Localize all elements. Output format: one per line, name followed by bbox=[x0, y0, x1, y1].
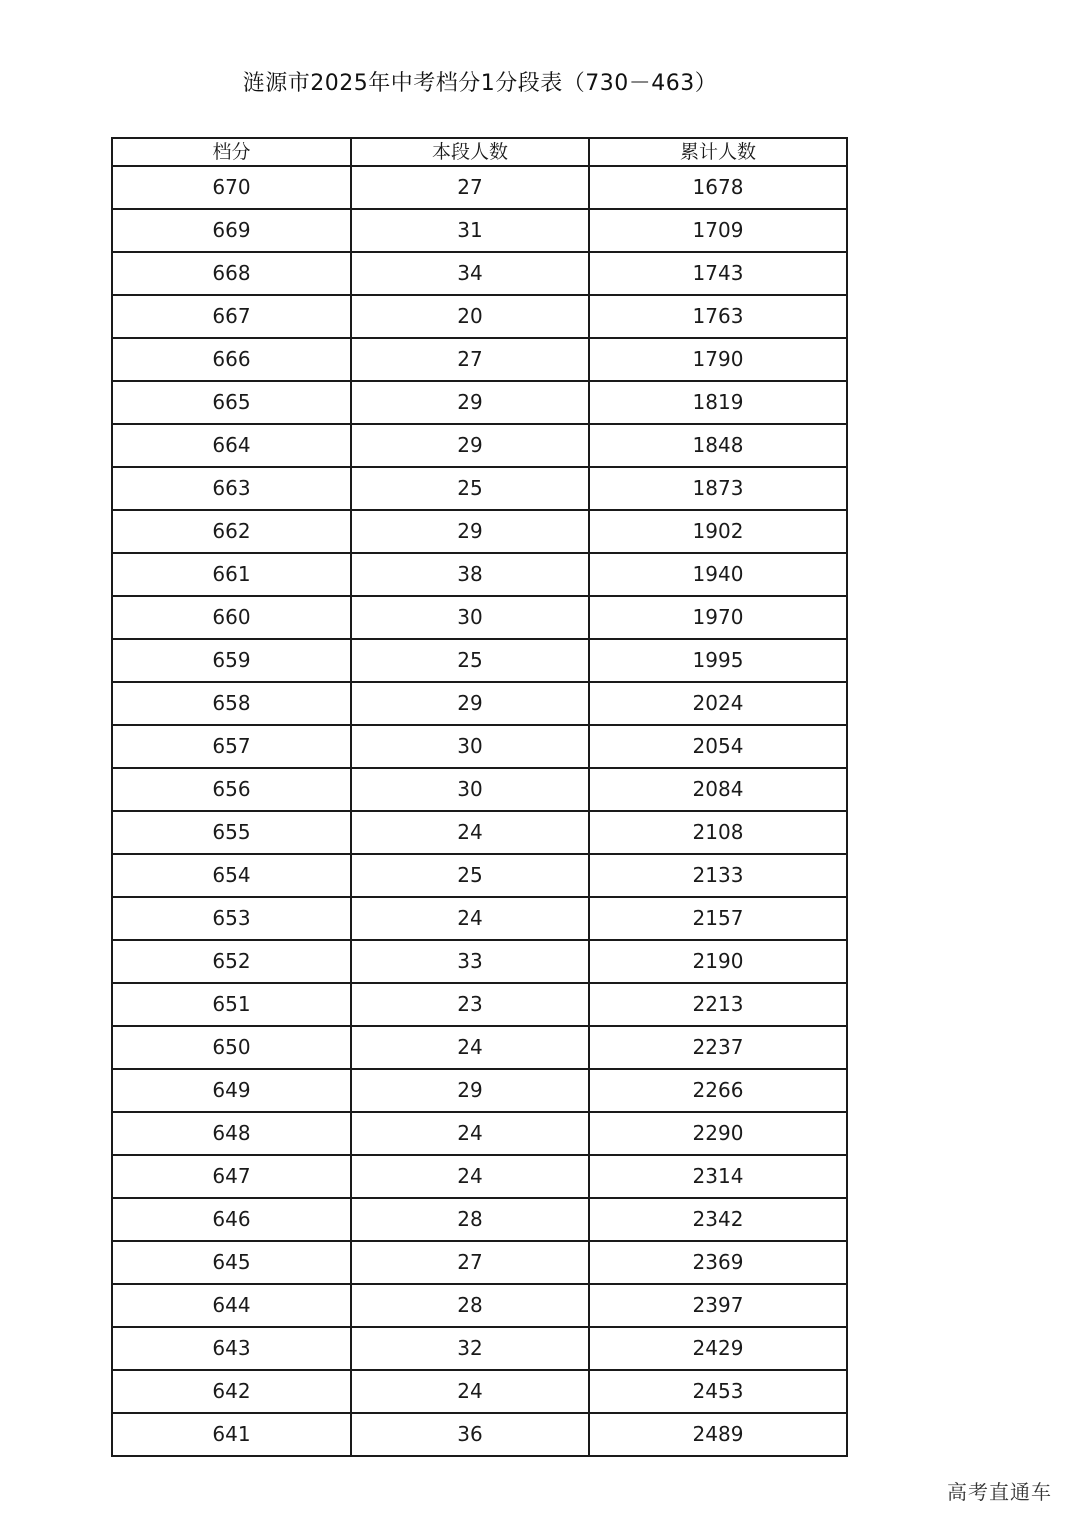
cell-cumulative-count: 1678 bbox=[589, 166, 847, 209]
table-row bbox=[112, 639, 847, 682]
cell-segment-count: 24 bbox=[351, 1155, 589, 1198]
cell-score: 662 bbox=[112, 510, 351, 553]
cell-cumulative-count: 1873 bbox=[589, 467, 847, 510]
cell-score: 658 bbox=[112, 682, 351, 725]
cell-score: 663 bbox=[112, 467, 351, 510]
cell-score: 660 bbox=[112, 596, 351, 639]
cell-segment-count: 25 bbox=[351, 467, 589, 510]
header-score: 档分 bbox=[112, 138, 351, 166]
cell-segment-count: 33 bbox=[351, 940, 589, 983]
cell-score: 645 bbox=[112, 1241, 351, 1284]
cell-score: 669 bbox=[112, 209, 351, 252]
cell-cumulative-count: 1819 bbox=[589, 381, 847, 424]
cell-cumulative-count: 2489 bbox=[589, 1413, 847, 1456]
cell-segment-count: 29 bbox=[351, 381, 589, 424]
table-row bbox=[112, 381, 847, 424]
table-row bbox=[112, 1155, 847, 1198]
cell-score: 643 bbox=[112, 1327, 351, 1370]
cell-segment-count: 30 bbox=[351, 596, 589, 639]
cell-score: 659 bbox=[112, 639, 351, 682]
cell-score: 647 bbox=[112, 1155, 351, 1198]
cell-segment-count: 36 bbox=[351, 1413, 589, 1456]
cell-cumulative-count: 2342 bbox=[589, 1198, 847, 1241]
cell-cumulative-count: 2314 bbox=[589, 1155, 847, 1198]
table-row bbox=[112, 1069, 847, 1112]
table-row bbox=[112, 1413, 847, 1456]
cell-cumulative-count: 1848 bbox=[589, 424, 847, 467]
cell-segment-count: 32 bbox=[351, 1327, 589, 1370]
table-row bbox=[112, 553, 847, 596]
document-title: 涟源市2025年中考档分1分段表（730－463） bbox=[242, 71, 718, 96]
cell-segment-count: 27 bbox=[351, 338, 589, 381]
cell-score: 646 bbox=[112, 1198, 351, 1241]
table-row bbox=[112, 209, 847, 252]
cell-cumulative-count: 1790 bbox=[589, 338, 847, 381]
cell-segment-count: 38 bbox=[351, 553, 589, 596]
cell-cumulative-count: 2369 bbox=[589, 1241, 847, 1284]
cell-segment-count: 34 bbox=[351, 252, 589, 295]
table-row bbox=[112, 983, 847, 1026]
cell-segment-count: 27 bbox=[351, 166, 589, 209]
table-row bbox=[112, 596, 847, 639]
cell-cumulative-count: 2108 bbox=[589, 811, 847, 854]
cell-segment-count: 24 bbox=[351, 1112, 589, 1155]
cell-segment-count: 29 bbox=[351, 510, 589, 553]
cell-cumulative-count: 1995 bbox=[589, 639, 847, 682]
table-row bbox=[112, 1327, 847, 1370]
table-row bbox=[112, 166, 847, 209]
cell-cumulative-count: 2157 bbox=[589, 897, 847, 940]
table-row bbox=[112, 897, 847, 940]
table-row bbox=[112, 467, 847, 510]
table-body bbox=[112, 166, 847, 1456]
cell-segment-count: 24 bbox=[351, 811, 589, 854]
cell-segment-count: 25 bbox=[351, 639, 589, 682]
table-row bbox=[112, 1112, 847, 1155]
table-row bbox=[112, 295, 847, 338]
table-row bbox=[112, 682, 847, 725]
table-row bbox=[112, 811, 847, 854]
table-row bbox=[112, 510, 847, 553]
cell-segment-count: 27 bbox=[351, 1241, 589, 1284]
table-row bbox=[112, 940, 847, 983]
table-row bbox=[112, 338, 847, 381]
cell-score: 654 bbox=[112, 854, 351, 897]
cell-score: 641 bbox=[112, 1413, 351, 1456]
cell-cumulative-count: 2054 bbox=[589, 725, 847, 768]
cell-segment-count: 31 bbox=[351, 209, 589, 252]
cell-segment-count: 23 bbox=[351, 983, 589, 1026]
cell-cumulative-count: 2237 bbox=[589, 1026, 847, 1069]
score-distribution-table bbox=[111, 137, 848, 1457]
cell-cumulative-count: 2024 bbox=[589, 682, 847, 725]
cell-score: 655 bbox=[112, 811, 351, 854]
cell-score: 666 bbox=[112, 338, 351, 381]
table-row bbox=[112, 1284, 847, 1327]
cell-cumulative-count: 1709 bbox=[589, 209, 847, 252]
cell-segment-count: 20 bbox=[351, 295, 589, 338]
cell-cumulative-count: 2290 bbox=[589, 1112, 847, 1155]
cell-cumulative-count: 2397 bbox=[589, 1284, 847, 1327]
table-row bbox=[112, 252, 847, 295]
cell-segment-count: 24 bbox=[351, 897, 589, 940]
cell-cumulative-count: 2266 bbox=[589, 1069, 847, 1112]
cell-segment-count: 28 bbox=[351, 1284, 589, 1327]
cell-score: 657 bbox=[112, 725, 351, 768]
cell-segment-count: 28 bbox=[351, 1198, 589, 1241]
cell-segment-count: 29 bbox=[351, 1069, 589, 1112]
cell-cumulative-count: 1970 bbox=[589, 596, 847, 639]
cell-cumulative-count: 1902 bbox=[589, 510, 847, 553]
cell-score: 668 bbox=[112, 252, 351, 295]
table-header-row bbox=[112, 138, 847, 166]
cell-score: 653 bbox=[112, 897, 351, 940]
cell-segment-count: 29 bbox=[351, 682, 589, 725]
cell-score: 651 bbox=[112, 983, 351, 1026]
header-cumulative-count: 累计人数 bbox=[589, 138, 847, 166]
cell-score: 665 bbox=[112, 381, 351, 424]
table-row bbox=[112, 1241, 847, 1284]
cell-segment-count: 30 bbox=[351, 768, 589, 811]
cell-segment-count: 30 bbox=[351, 725, 589, 768]
cell-score: 667 bbox=[112, 295, 351, 338]
cell-cumulative-count: 1763 bbox=[589, 295, 847, 338]
cell-cumulative-count: 2429 bbox=[589, 1327, 847, 1370]
cell-score: 652 bbox=[112, 940, 351, 983]
cell-segment-count: 24 bbox=[351, 1026, 589, 1069]
header-segment-count: 本段人数 bbox=[351, 138, 589, 166]
table-row bbox=[112, 725, 847, 768]
table-row bbox=[112, 1198, 847, 1241]
watermark: 高考直通车 bbox=[947, 1480, 1052, 1504]
table-row bbox=[112, 1026, 847, 1069]
cell-cumulative-count: 2213 bbox=[589, 983, 847, 1026]
cell-segment-count: 24 bbox=[351, 1370, 589, 1413]
cell-cumulative-count: 2133 bbox=[589, 854, 847, 897]
cell-score: 649 bbox=[112, 1069, 351, 1112]
cell-score: 644 bbox=[112, 1284, 351, 1327]
cell-score: 664 bbox=[112, 424, 351, 467]
table-row bbox=[112, 1370, 847, 1413]
cell-cumulative-count: 2084 bbox=[589, 768, 847, 811]
cell-cumulative-count: 2453 bbox=[589, 1370, 847, 1413]
cell-score: 670 bbox=[112, 166, 351, 209]
cell-cumulative-count: 1743 bbox=[589, 252, 847, 295]
cell-cumulative-count: 1940 bbox=[589, 553, 847, 596]
table-row bbox=[112, 424, 847, 467]
cell-score: 648 bbox=[112, 1112, 351, 1155]
cell-score: 650 bbox=[112, 1026, 351, 1069]
cell-segment-count: 25 bbox=[351, 854, 589, 897]
table-row bbox=[112, 768, 847, 811]
cell-score: 661 bbox=[112, 553, 351, 596]
cell-cumulative-count: 2190 bbox=[589, 940, 847, 983]
table-row bbox=[112, 854, 847, 897]
cell-score: 642 bbox=[112, 1370, 351, 1413]
cell-segment-count: 29 bbox=[351, 424, 589, 467]
cell-score: 656 bbox=[112, 768, 351, 811]
